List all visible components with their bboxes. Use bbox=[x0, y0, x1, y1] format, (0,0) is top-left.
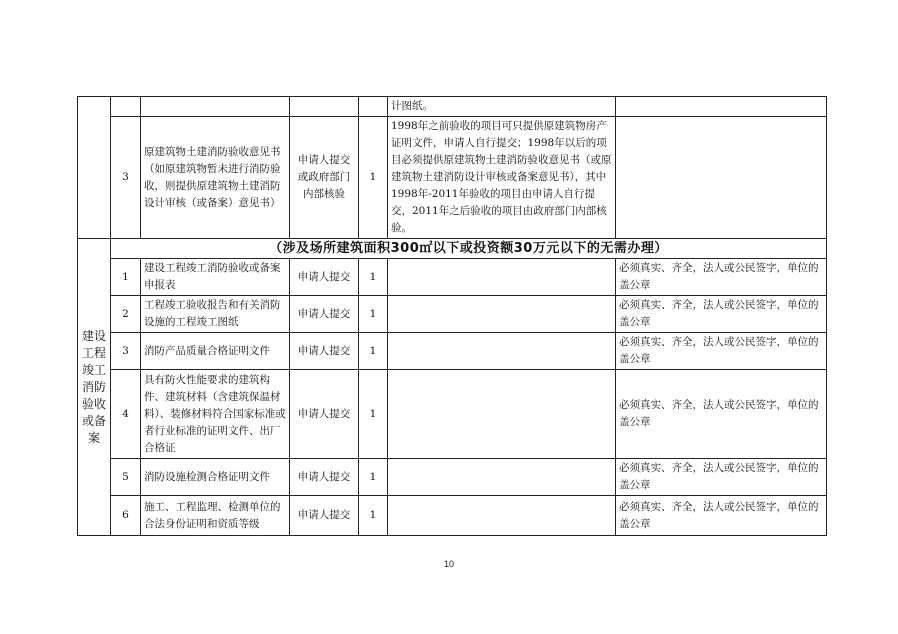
material-requirement: 必须真实、齐全，法人或公民签字，单位的盖公章 bbox=[616, 496, 827, 536]
table-row bbox=[78, 496, 827, 536]
table-row bbox=[78, 370, 827, 459]
row-number: 6 bbox=[111, 496, 141, 536]
material-name: 工程竣工验收报告和有关消防设施的工程竣工图纸 bbox=[141, 296, 290, 333]
table-row bbox=[78, 333, 827, 370]
section-cell-empty bbox=[78, 97, 111, 239]
copies-count: 1 bbox=[359, 496, 388, 536]
table-row bbox=[78, 117, 827, 239]
row-number: 3 bbox=[111, 117, 141, 239]
material-requirement: 必须真实、齐全，法人或公民签字，单位的盖公章 bbox=[616, 459, 827, 496]
row-number: 4 bbox=[111, 370, 141, 459]
submission-channel: 申请人提交 bbox=[290, 370, 359, 459]
material-requirement: 必须真实、齐全，法人或公民签字，单位的盖公章 bbox=[616, 333, 827, 370]
material-notes bbox=[388, 496, 616, 536]
row-number: 5 bbox=[111, 459, 141, 496]
material-notes bbox=[388, 459, 616, 496]
material-name: 建设工程竣工消防验收或备案申报表 bbox=[141, 259, 290, 296]
page-number: 10 bbox=[443, 559, 454, 569]
material-requirement: 必须真实、齐全，法人或公民签字，单位的盖公章 bbox=[616, 296, 827, 333]
material-name: 消防设施检测合格证明文件 bbox=[141, 459, 290, 496]
table-row bbox=[78, 459, 827, 496]
row-number: 1 bbox=[111, 259, 141, 296]
material-name: 消防产品质量合格证明文件 bbox=[141, 333, 290, 370]
material-name: 具有防火性能要求的建筑构件、建筑材料（含建筑保温材料）、装修材料符合国家标准或者行业标准的证明文件、出厂合格证 bbox=[141, 370, 290, 459]
material-notes bbox=[388, 370, 616, 459]
copies-count: 1 bbox=[359, 459, 388, 496]
submission-channel: 申请人提交 bbox=[290, 259, 359, 296]
material-notes bbox=[388, 333, 616, 370]
submission-channel: 申请人提交 bbox=[290, 296, 359, 333]
material-name: 施工、工程监理、检测单位的合法身份证明和资质等级 bbox=[141, 496, 290, 536]
copies-count: 1 bbox=[359, 259, 388, 296]
table-row bbox=[78, 97, 827, 117]
material-notes bbox=[388, 296, 616, 333]
material-requirement: 必须真实、齐全，法人或公民签字，单位的盖公章 bbox=[616, 370, 827, 459]
submission-channel: 申请人提交 bbox=[290, 459, 359, 496]
submission-channel: 申请人提交 bbox=[290, 496, 359, 536]
section-title: 建设工程竣工消防验收或备案 bbox=[81, 328, 106, 445]
table-row bbox=[78, 259, 827, 296]
copies-count: 1 bbox=[359, 370, 388, 459]
submission-channel: 申请人提交 bbox=[290, 333, 359, 370]
row-number: 3 bbox=[111, 333, 141, 370]
row-number: 2 bbox=[111, 296, 141, 333]
material-notes: 1998年之前验收的项目可只提供原建筑物房产证明文件，申请人自行提交；1998年以后的项目必须提供原建筑物土建消防验收意见书（或原建筑物土建消防设计审核或备案意见书），其中1998年-2011年验收的项目由申请人自行提交，2011年之后验收的项目由政府部门内部核验。 bbox=[388, 117, 616, 239]
submission-channel bbox=[290, 97, 359, 117]
table-row bbox=[78, 239, 827, 259]
copies-count: 1 bbox=[359, 333, 388, 370]
row-number bbox=[111, 97, 141, 117]
material-requirement: 必须真实、齐全，法人或公民签字，单位的盖公章 bbox=[616, 259, 827, 296]
section-title-cell bbox=[78, 239, 111, 536]
copies-count: 1 bbox=[359, 117, 388, 239]
section-banner: （涉及场所建筑面积300㎡以下或投资额30万元以下的无需办理） bbox=[111, 239, 827, 259]
material-name bbox=[141, 97, 290, 117]
materials-table bbox=[77, 96, 827, 536]
material-requirement bbox=[616, 97, 827, 117]
submission-channel: 申请人提交或政府部门内部核验 bbox=[290, 117, 359, 239]
material-notes bbox=[388, 259, 616, 296]
material-name: 原建筑物土建消防验收意见书（如原建筑物暂未进行消防验收，则提供原建筑物土建消防设计审核（或备案）意见书） bbox=[141, 117, 290, 239]
copies-count: 1 bbox=[359, 296, 388, 333]
table-row bbox=[78, 296, 827, 333]
material-notes: 计图纸。 bbox=[388, 97, 616, 117]
copies-count bbox=[359, 97, 388, 117]
material-requirement bbox=[616, 117, 827, 239]
